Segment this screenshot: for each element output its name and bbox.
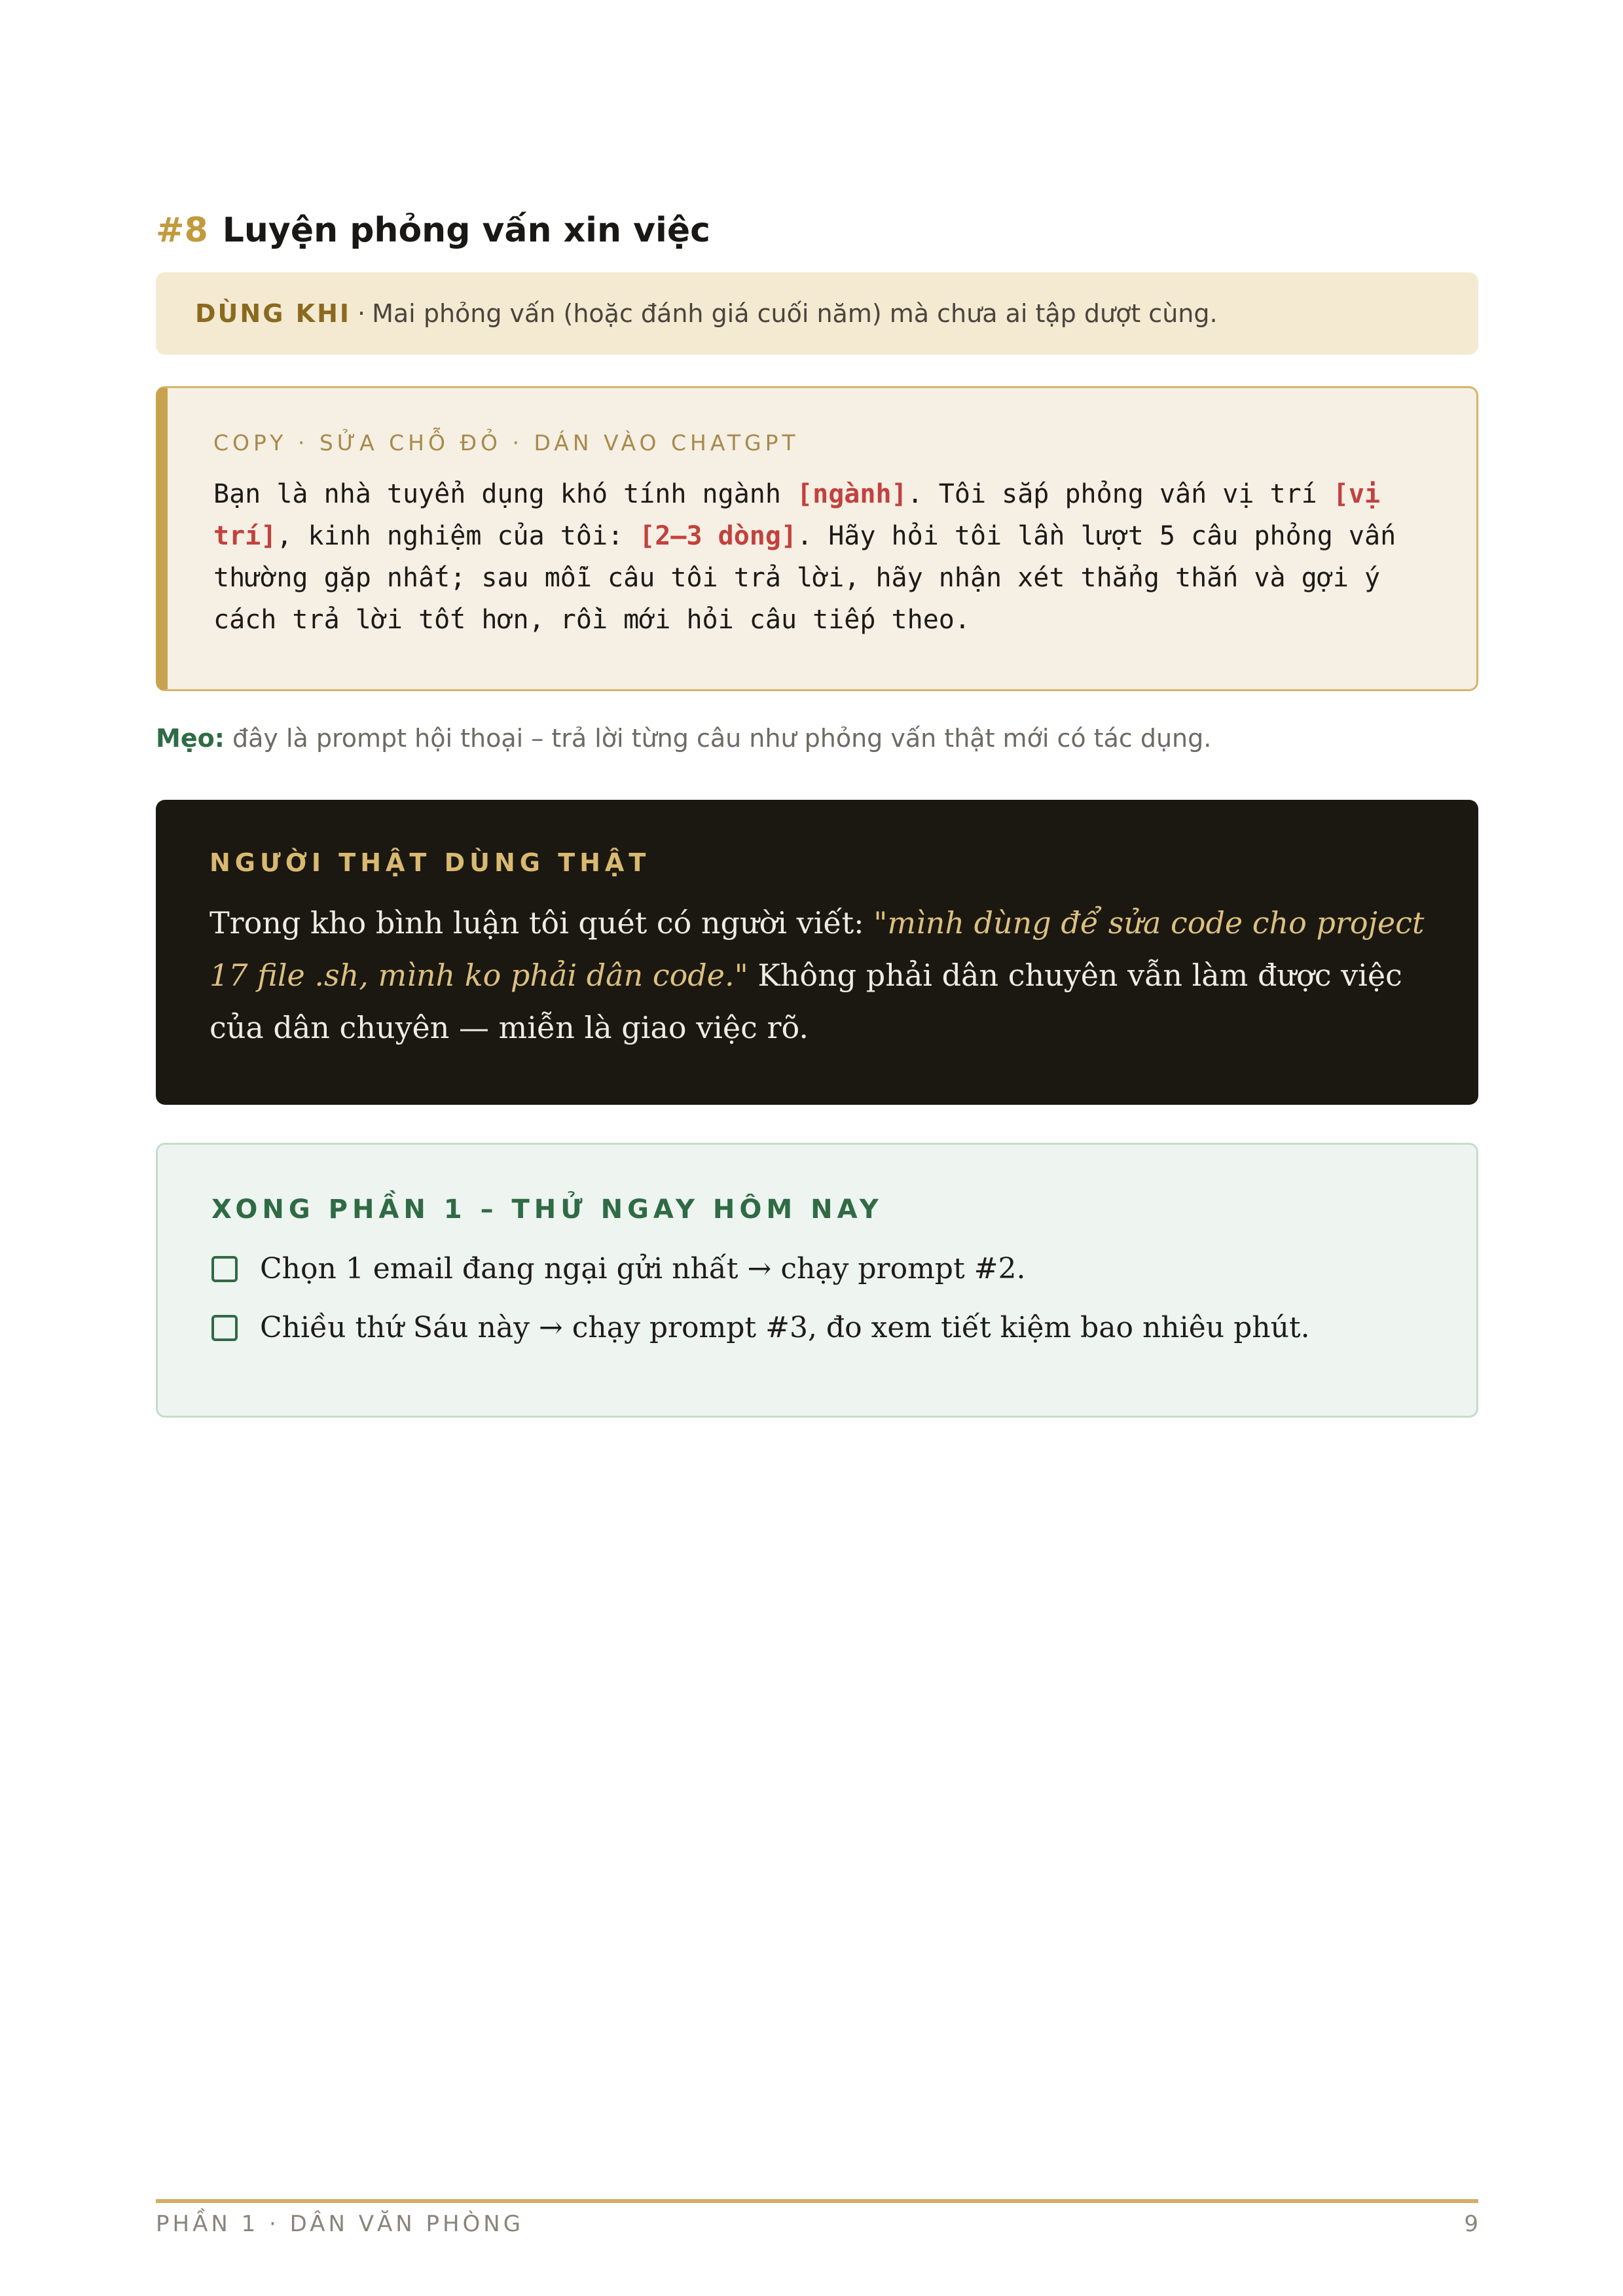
- page-number: 9: [1464, 2211, 1478, 2237]
- use-when-label: DÙNG KHI: [195, 299, 352, 328]
- real-use-kicker: NGƯỜI THẬT DÙNG THẬT: [210, 848, 651, 877]
- use-when-bar: [156, 272, 1478, 355]
- prompt-text-part: Bạn là nhà tuyển dụng khó tính ngành: [213, 479, 797, 509]
- prompt-kicker: COPY · SỬA CHỖ ĐỎ · DÁN VÀO CHATGPT: [213, 430, 799, 456]
- prompt-text-part: , kinh nghiệm của tôi:: [276, 521, 640, 551]
- checklist-item-text: Chiều thứ Sáu này → chạy prompt #3, đo xem tiết kiệm bao nhiêu phút.: [260, 1311, 1310, 1344]
- prompt-text[interactable]: [213, 473, 1444, 641]
- prompt-placeholder-industry: [ngành]: [797, 479, 907, 509]
- done-checklist-box: [156, 1143, 1478, 1418]
- tip-text: đây là prompt hội thoại – trả lời từng câu như phỏng vấn thật mới có tác dụng.: [232, 724, 1212, 753]
- section-heading: [156, 204, 710, 257]
- prompt-placeholder-experience: [2–3 dòng]: [639, 521, 797, 551]
- tip-label: Mẹo:: [156, 724, 225, 753]
- real-use-lead: Trong kho bình luận tôi quét có người viết:: [210, 905, 874, 941]
- checklist-item[interactable]: [211, 1252, 1025, 1285]
- real-use-quote: "mình dùng để sửa code cho project 17 file .sh, mình ko phải dân code.": [210, 905, 1425, 993]
- checklist-item-text: Chọn 1 email đang ngại gửi nhất → chạy prompt #2.: [260, 1252, 1026, 1285]
- real-use-box: [156, 800, 1478, 1105]
- prompt-box[interactable]: [156, 386, 1478, 691]
- footer-section-label: PHẦN 1 · DÂN VĂN PHÒNG: [156, 2211, 524, 2237]
- checkbox-icon[interactable]: [211, 1256, 238, 1282]
- prompt-text-part: . Tôi sắp phỏng vấn vị trí: [907, 479, 1333, 509]
- prompt-placeholder-position: [vị trí]: [213, 479, 1381, 551]
- section-number: #8: [156, 211, 208, 250]
- checkbox-icon[interactable]: [211, 1315, 238, 1341]
- footer-rule: [156, 2199, 1478, 2203]
- use-when-separator: ·: [357, 299, 366, 328]
- prompt-text-part: . Hãy hỏi tôi lần lượt 5 câu phỏng vấn thường gặp nhất; sau mỗi câu tôi trả lời, hãy nhận xét thẳng thắn và gợi ý cách trả lời tốt hơn, rồi mới hỏi câu tiếp theo.: [213, 521, 1396, 635]
- section-title: Luyện phỏng vấn xin việc: [222, 211, 710, 250]
- tip-line: [156, 724, 1211, 753]
- done-kicker: XONG PHẦN 1 – THỬ NGAY HÔM NAY: [211, 1194, 883, 1225]
- checklist-item[interactable]: [211, 1311, 1310, 1344]
- use-when-text: Mai phỏng vấn (hoặc đánh giá cuối năm) mà chưa ai tập dượt cùng.: [372, 299, 1218, 328]
- real-use-tail: Không phải dân chuyên vẫn làm được việc của dân chuyên — miễn là giao việc rõ.: [210, 958, 1402, 1045]
- real-use-body: [210, 897, 1434, 1054]
